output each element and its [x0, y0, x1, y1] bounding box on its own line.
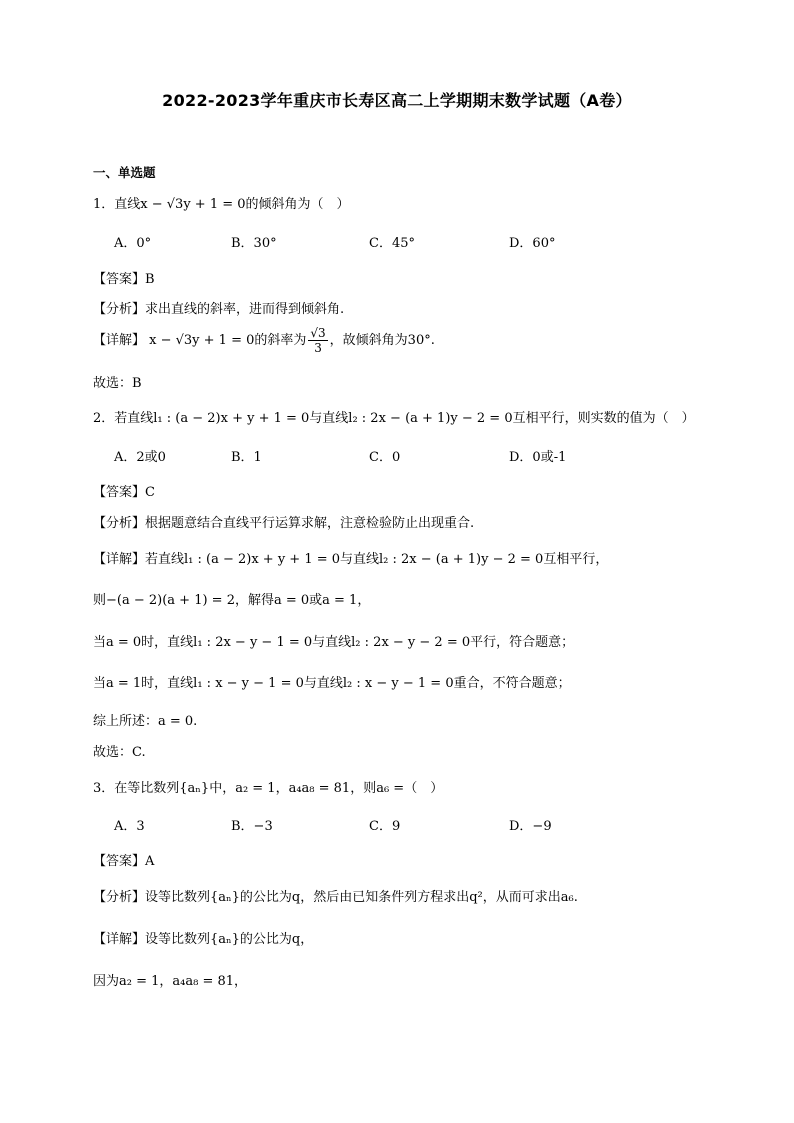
option-a: A．2或0	[114, 450, 166, 465]
question-3-answer: 【答案】A	[93, 854, 155, 869]
detail-prefix: 【详解】 x − √3y + 1 = 0的斜率为	[93, 333, 307, 348]
option-b: B．−3	[231, 819, 273, 834]
section-heading: 一、单选题	[93, 165, 156, 180]
question-1-answer: 【答案】B	[93, 272, 155, 287]
option-d: D．0或-1	[509, 450, 567, 465]
option-b: B．1	[231, 450, 262, 465]
question-3-analysis: 【分析】设等比数列{aₙ}的公比为q，然后由已知条件列方程求出q²，从而可求出a₆.	[93, 890, 578, 905]
question-2-answer: 【答案】C	[93, 485, 155, 500]
question-1-options	[114, 232, 734, 250]
question-2-step-3: 当a = 1时，直线l₁ : x − y − 1 = 0与直线l₂ : x − y − 1 = 0重合，不符合题意；	[93, 676, 571, 691]
question-2-options	[114, 446, 734, 464]
question-2-summary: 综上所述：a = 0.	[93, 714, 198, 729]
question-2-stem: 2．若直线l₁ : (a − 2)x + y + 1 = 0与直线l₂ : 2x − (a + 1)y − 2 = 0互相平行，则实数的值为（ ）	[93, 411, 695, 426]
question-2-detail: 【详解】若直线l₁ : (a − 2)x + y + 1 = 0与直线l₂ : 2x − (a + 1)y − 2 = 0互相平行，	[93, 552, 609, 567]
question-1-detail	[93, 326, 435, 355]
slope-fraction	[308, 326, 327, 355]
question-2-step-1: 则−(a − 2)(a + 1) = 2，解得a = 0或a = 1，	[93, 593, 371, 608]
question-3-stem: 3．在等比数列{aₙ}中，a₂ = 1，a₄a₈ = 81，则a₆ =（ ）	[93, 781, 444, 796]
fraction-numerator: √3	[310, 326, 326, 340]
question-2-conclusion: 故选：C.	[93, 745, 146, 760]
question-3-options	[114, 815, 734, 833]
option-b: B．30°	[231, 236, 277, 251]
question-3-detail: 【详解】设等比数列{aₙ}的公比为q，	[93, 932, 314, 947]
question-1-stem: 1．直线x − √3y + 1 = 0的倾斜角为（ ）	[93, 197, 350, 212]
option-d: D．60°	[509, 236, 556, 251]
option-d: D．−9	[509, 819, 552, 834]
fraction-denominator: 3	[314, 341, 322, 355]
detail-suffix: ，故倾斜角为30°.	[329, 333, 435, 348]
question-2-analysis: 【分析】根据题意结合直线平行运算求解，注意检验防止出现重合.	[93, 516, 475, 531]
page-title: 2022-2023学年重庆市长寿区高二上学期期末数学试题（A卷）	[162, 91, 632, 110]
question-3-step-1: 因为a₂ = 1，a₄a₈ = 81，	[93, 974, 248, 989]
question-1-conclusion: 故选：B	[93, 376, 142, 391]
option-a: A．0°	[114, 236, 152, 251]
option-c: C．45°	[369, 236, 415, 251]
option-c: C．0	[369, 450, 401, 465]
option-c: C．9	[369, 819, 401, 834]
question-2-step-2: 当a = 0时，直线l₁ : 2x − y − 1 = 0与直线l₂ : 2x − y − 2 = 0平行，符合题意；	[93, 635, 575, 650]
question-1-analysis: 【分析】求出直线的斜率，进而得到倾斜角.	[93, 302, 345, 317]
option-a: A．3	[114, 819, 145, 834]
